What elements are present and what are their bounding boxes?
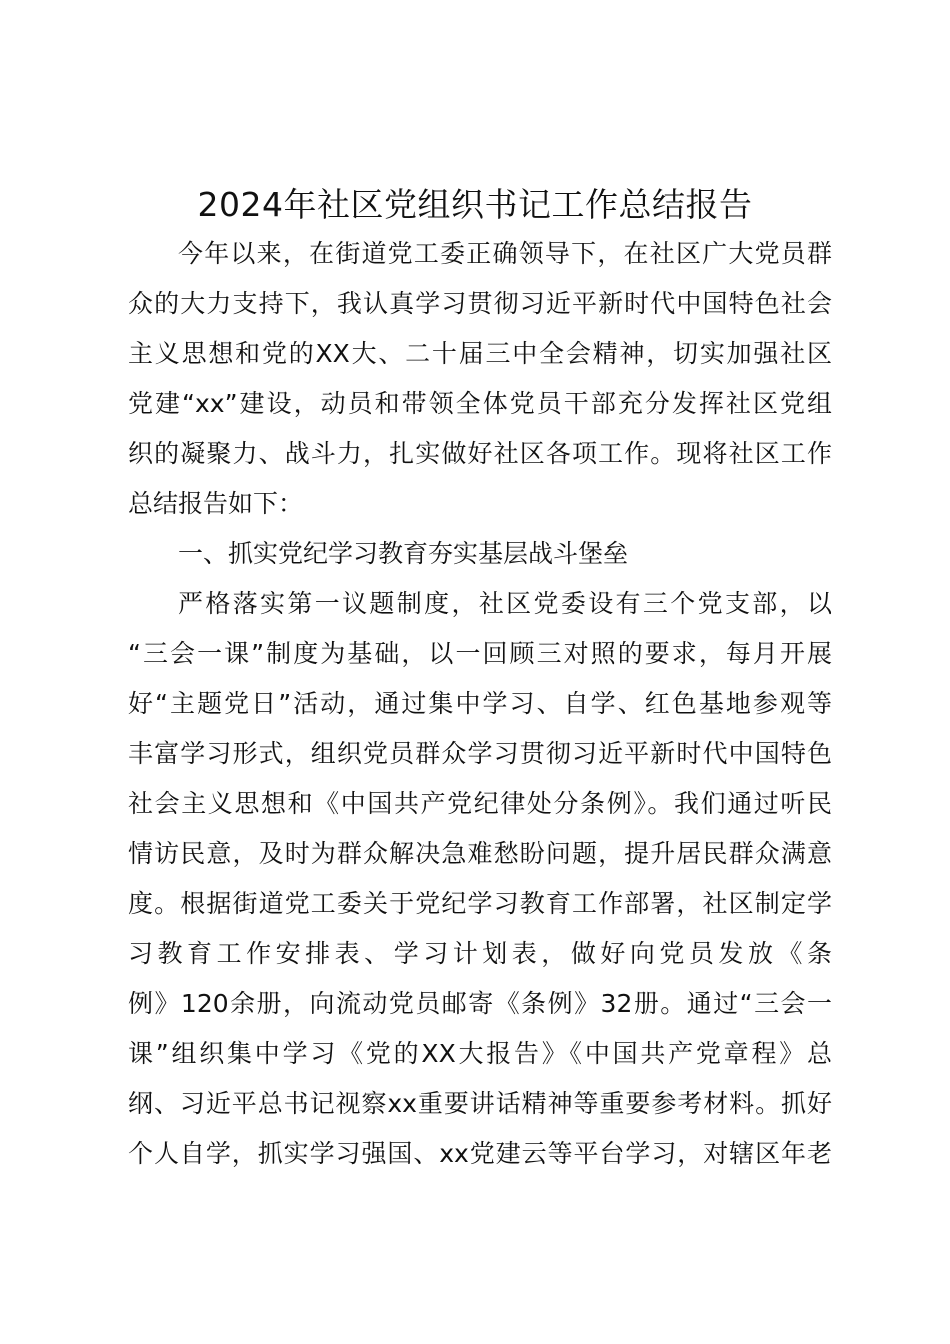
paragraph-line-14: 习教育工作安排表、学习计划表，做好向党员发放《条 <box>128 939 832 968</box>
paragraph-line-2: 众的大力支持下，我认真学习贯彻习近平新时代中国特色社会 <box>128 289 832 318</box>
paragraph-line-13: 度。根据街道党工委关于党纪学习教育工作部署，社区制定学 <box>128 889 832 918</box>
paragraph-line-6: 总结报告如下： <box>128 489 304 518</box>
paragraph-line-12: 情访民意，及时为群众解决急难愁盼问题，提升居民群众满意 <box>128 839 832 868</box>
paragraph-line-15: 例》120余册，向流动党员邮寄《条例》32册。通过“三会一 <box>128 989 832 1018</box>
paragraph-line-11: 社会主义思想和《中国共产党纪律处分条例》。我们通过听民 <box>128 789 832 818</box>
paragraph-line-9: 好“主题党日”活动，通过集中学习、自学、红色基地参观等 <box>128 689 832 718</box>
section-heading-1: 一、抓实党纪学习教育夯实基层战斗堡垒 <box>178 539 629 568</box>
paragraph-line-4: 党建“xx”建设，动员和带领全体党员干部充分发挥社区党组 <box>128 389 832 418</box>
paragraph-line-17: 纲、习近平总书记视察xx重要讲话精神等重要参考材料。抓好 <box>128 1089 832 1118</box>
paragraph-line-1: 今年以来，在街道党工委正确领导下，在社区广大党员群 <box>178 239 832 268</box>
document-title: 2024年社区党组织书记工作总结报告 <box>197 185 753 224</box>
paragraph-line-5: 织的凝聚力、战斗力，扎实做好社区各项工作。现将社区工作 <box>128 439 832 468</box>
paragraph-line-8: “三会一课”制度为基础，以一回顾三对照的要求，每月开展 <box>128 639 832 668</box>
paragraph-line-18: 个人自学，抓实学习强国、xx党建云等平台学习，对辖区年老 <box>128 1139 832 1168</box>
paragraph-line-16: 课”组织集中学习《党的XX大报告》《中国共产党章程》总 <box>128 1039 832 1068</box>
paragraph-line-3: 主义思想和党的XX大、二十届三中全会精神，切实加强社区 <box>128 339 832 368</box>
paragraph-line-10: 丰富学习形式，组织党员群众学习贯彻习近平新时代中国特色 <box>128 739 832 768</box>
paragraph-line-7: 严格落实第一议题制度，社区党委设有三个党支部，以 <box>178 589 832 618</box>
